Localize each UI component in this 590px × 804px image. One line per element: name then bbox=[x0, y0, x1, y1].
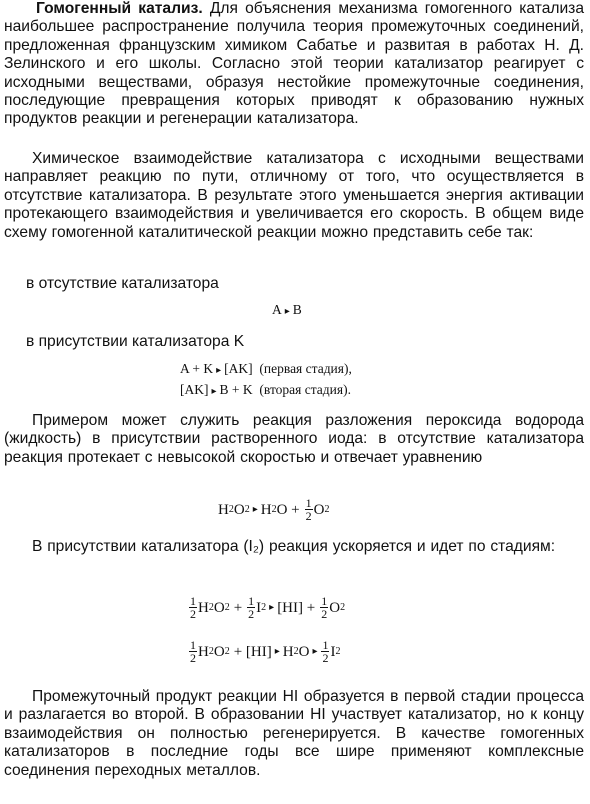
fraction-one-half: $\frac{1}{2}$ bbox=[305, 496, 312, 523]
label-without-catalyst: в отсутствие катализатора bbox=[26, 275, 219, 292]
paragraph-1-text: Для объяснения механизма гомогенного катализа наибольшее распространение получила теория промежуточных соединений, предложенная французским химиком Сабатье и развитая в работах Н. Д. Зелинского и его школы. Согласно этой теории катализатор реагирует с исходными веществами, образуя нестойкие промежуточные соединения, последующие превращения которых приводят к образованию нужных продуктов реакции и регенерации катализатора. bbox=[4, 0, 584, 128]
fraction-one-half: $\frac{1}{2}$ bbox=[190, 638, 196, 665]
fraction-one-half: $\frac{1}{2}$ bbox=[190, 594, 196, 621]
arrow-icon: ▸ bbox=[252, 503, 258, 515]
equation-catalyzed-step-2: $\frac{1}{2}$ H 2 O 2 + [HI] ▸ H 2 O ▸ $\frac{1}{2}$ I 2 bbox=[190, 638, 341, 665]
equation-catalyzed-step-1: $\frac{1}{2}$ H 2 O 2 + $\frac{1}{2}$ I 2 ▸ [HI] + $\frac{1}{2}$ O 2 bbox=[190, 594, 346, 621]
fraction-one-half: $\frac{1}{2}$ bbox=[322, 638, 329, 665]
equation-stage-1: A + K ▸ [AK] (первая стадия), bbox=[180, 361, 352, 376]
paragraph-homogeneous-catalysis bbox=[4, 0, 584, 129]
arrow-icon: ▸ bbox=[274, 645, 280, 657]
arrow-icon: ▸ bbox=[211, 386, 217, 397]
arrow-icon: ▸ bbox=[312, 645, 318, 657]
arrow-icon: ▸ bbox=[216, 365, 222, 376]
equation-h2o2-decomposition: H 2 O 2 ▸ H 2 O + $\frac{1}{2}$ O 2 bbox=[218, 496, 330, 523]
paragraph-3: Примером может служить реакция разложения пероксида водорода (жидкость) в присутствии растворенного иода: в отсутствие катализатора реакция протекает с невысокой скоростью и отвечает уравнению bbox=[4, 412, 584, 466]
fraction-one-half: $\frac{1}{2}$ bbox=[248, 594, 255, 621]
arrow-icon: ▸ bbox=[269, 601, 275, 613]
arrow-icon: ▸ bbox=[284, 306, 290, 317]
paragraph-2: Химическое взаимодействие катализатора с исходными веществами направляет реакцию по пути, отличному от того, что осуществляется в отсутствие катализатора. В результате этого уменьшается энергия активации протекающего взаимодействия и увеличивается его скорость. В общем виде схему гомогенной каталитической реакции можно представить себе так: bbox=[4, 150, 584, 241]
equation-stage-2: [AK] ▸ B + K (вторая стадия). bbox=[180, 382, 351, 397]
label-with-catalyst: в присутствии катализатора K bbox=[26, 333, 245, 350]
section-heading: Гомогенный катализ. bbox=[36, 0, 203, 17]
paragraph-4: В присутствии катализатора (I₂) реакция ускоряется и идет по стадиям: bbox=[32, 538, 556, 555]
equation-uncatalyzed: A ▸ B bbox=[272, 302, 302, 317]
paragraph-5: Промежуточный продукт реакции HI образуется в первой стадии процесса и разлагается во второй. В образовании HI участвует катализатор, но к концу взаимодействия он полностью регенерируется. В качестве гомогенных катализаторов в последние годы все шире применяют комплексные соединения переходных металлов. bbox=[4, 688, 584, 779]
fraction-one-half: $\frac{1}{2}$ bbox=[321, 594, 328, 621]
